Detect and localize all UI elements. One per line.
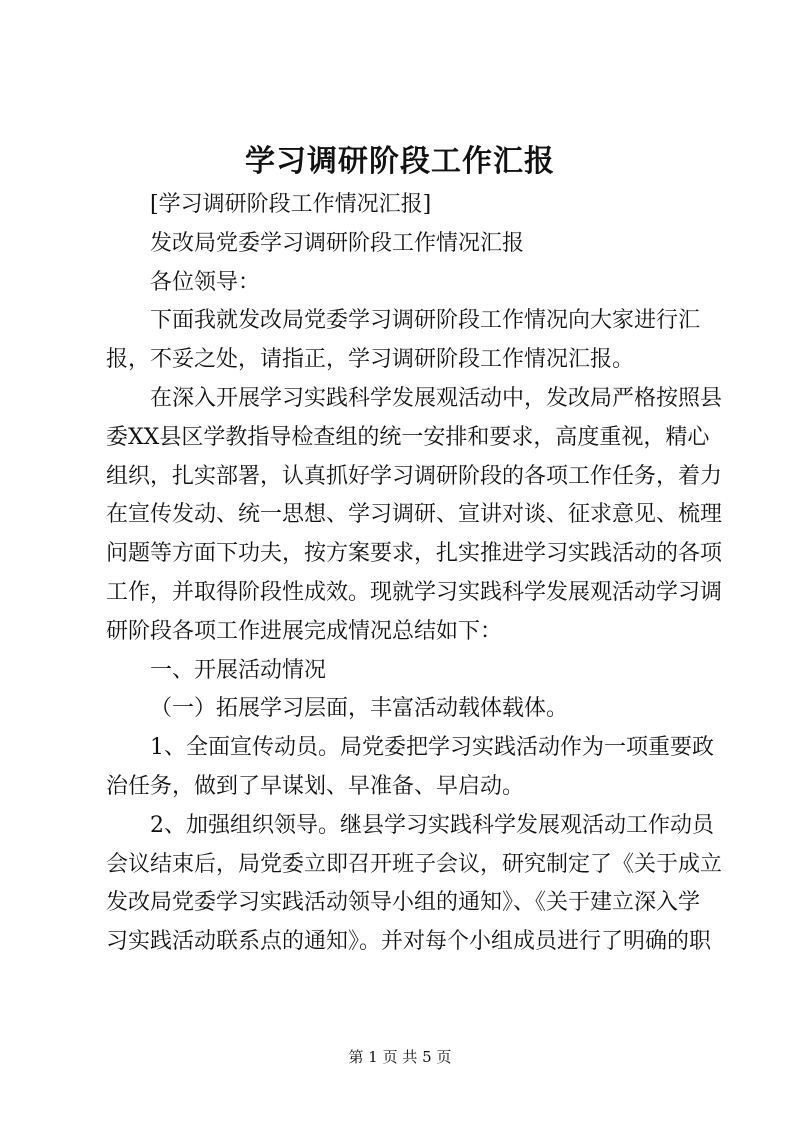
body-line: 各位领导： bbox=[150, 269, 261, 295]
body-line: 发改局党委学习调研阶段工作情况汇报 bbox=[150, 230, 525, 256]
page-footer: 第 1 页 共 5 页 bbox=[348, 1048, 452, 1066]
body-line: 2、加强组织领导。继县学习实践科学发展观活动工作动员 bbox=[150, 812, 714, 838]
body-line: 发改局党委学习实践活动领导小组的通知》、《关于建立深入学 bbox=[106, 890, 701, 916]
body-line: 研阶段各项工作进展完成情况总结如下： bbox=[106, 618, 503, 644]
body-line: 报，不妥之处，请指正，学习调研阶段工作情况汇报。 bbox=[106, 347, 635, 373]
body-line: 在深入开展学习实践科学发展观活动中，发改局严格按照县 bbox=[150, 385, 723, 411]
body-line: 工作，并取得阶段性成效。现就学习实践科学发展观活动学习调 bbox=[106, 579, 723, 605]
body-line: 治任务，做到了早谋划、早准备、早启动。 bbox=[106, 773, 525, 799]
body-line: 组织，扎实部署，认真抓好学习调研阶段的各项工作任务，着力 bbox=[106, 463, 723, 489]
body-line: 委XX县区学教指导检查组的统一安排和要求，高度重视，精心 bbox=[106, 424, 710, 450]
body-line: 问题等方面下功夫，按方案要求，扎实推进学习实践活动的各项 bbox=[106, 541, 723, 567]
body-line: 下面我就发改局党委学习调研阶段工作情况向大家进行汇 bbox=[150, 308, 701, 334]
document-title: 学习调研阶段工作汇报 bbox=[245, 144, 555, 179]
body-line: [学习调研阶段工作情况汇报] bbox=[150, 192, 432, 217]
body-line: （一）拓展学习层面，丰富活动载体载体。 bbox=[150, 696, 569, 722]
body-line: 会议结束后，局党委立即召开班子会议，研究制定了《关于成立 bbox=[106, 851, 723, 877]
body-line: 一、开展活动情况 bbox=[150, 657, 327, 683]
body-line: 在宣传发动、统一思想、学习调研、宣讲对谈、征求意见、梳理 bbox=[106, 502, 723, 528]
body-line: 1、全面宣传动员。局党委把学习实践活动作为一项重要政 bbox=[150, 735, 714, 761]
document-body bbox=[106, 186, 723, 962]
body-line: 习实践活动联系点的通知》。并对每个小组成员进行了明确的职 bbox=[106, 929, 712, 955]
